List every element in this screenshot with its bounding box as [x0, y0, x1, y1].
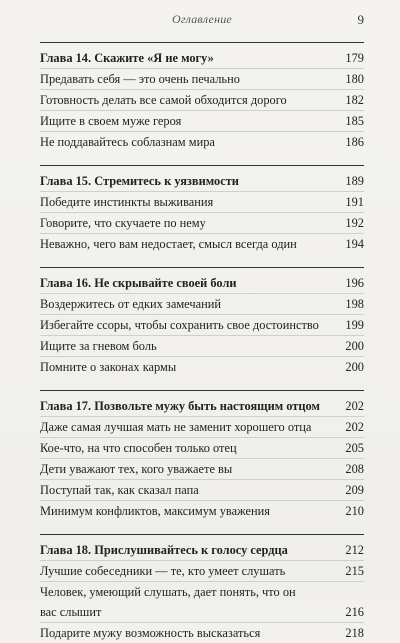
entry-page: 192 [345, 216, 364, 230]
entry-page: 215 [345, 564, 364, 578]
toc-entry[interactable] [40, 293, 364, 314]
chapter-page: 189 [345, 174, 364, 188]
running-title: Оглавление [172, 12, 232, 26]
chapter-heading[interactable] [40, 42, 364, 68]
entry-page: 208 [345, 462, 364, 476]
spacer [40, 521, 364, 534]
entry-page: 194 [345, 237, 364, 251]
entry-title: Готовность делать все самой обходится дорого [40, 93, 287, 107]
toc-entry[interactable] [40, 335, 364, 356]
entry-page: 216 [345, 605, 364, 619]
entry-title-continued [40, 602, 364, 622]
entry-page: 186 [345, 135, 364, 149]
entry-title: Воздержитесь от едких замечаний [40, 297, 221, 311]
chapter-page: 179 [345, 51, 364, 65]
entry-title: Помните о законах кармы [40, 360, 177, 374]
toc-entry[interactable] [40, 479, 364, 500]
toc-entry[interactable] [40, 233, 364, 254]
chapter-title: Глава 18. Прислушивайтесь к голосу сердца [40, 543, 288, 557]
toc-entry[interactable] [40, 581, 364, 622]
entry-title: Не поддавайтесь соблазнам мира [40, 135, 215, 149]
entry-page: 205 [345, 441, 364, 455]
chapter-heading[interactable] [40, 267, 364, 293]
entry-title: Даже самая лучшая мать не заменит хорошего отца [40, 420, 312, 434]
entry-title: Минимум конфликтов, максимум уважения [40, 504, 270, 518]
entry-title: Предавать себя — это очень печально [40, 72, 240, 86]
entry-title: Говорите, что скучаете по нему [40, 216, 206, 230]
chapter-heading[interactable] [40, 165, 364, 191]
toc-entry[interactable] [40, 622, 364, 643]
entry-page: 185 [345, 114, 364, 128]
chapter-title: Глава 14. Скажите «Я не могу» [40, 51, 214, 65]
entry-title: Кое-что, на что способен только отец [40, 441, 237, 455]
entry-page: 200 [345, 360, 364, 374]
entry-page: 210 [345, 504, 364, 518]
entry-title-line2: вас слышит [40, 605, 102, 619]
toc-entry[interactable] [40, 191, 364, 212]
entry-page: 209 [345, 483, 364, 497]
entry-title: Избегайте ссоры, чтобы сохранить свое достоинство [40, 318, 319, 332]
chapter-page: 202 [345, 399, 364, 413]
toc-entry[interactable] [40, 89, 364, 110]
toc-entry[interactable] [40, 314, 364, 335]
entry-title: Дети уважают тех, кого уважаете вы [40, 462, 233, 476]
entry-title: Лучшие собеседники — те, кто умеет слушать [40, 564, 286, 578]
chapter-page: 212 [345, 543, 364, 557]
page-number: 9 [357, 12, 364, 27]
chapter-title: Глава 16. Не скрывайте своей боли [40, 276, 237, 290]
toc-entry[interactable] [40, 110, 364, 131]
chapter-title: Глава 15. Стремитесь к уязвимости [40, 174, 239, 188]
chapter-title: Глава 17. Позвольте мужу быть настоящим отцом [40, 399, 320, 413]
entry-title: Неважно, чего вам недостает, смысл всегда один [40, 237, 297, 251]
entry-title: Ищите за гневом боль [40, 339, 157, 353]
toc-entry[interactable] [40, 458, 364, 479]
chapter-heading[interactable] [40, 390, 364, 416]
entry-page: 218 [345, 626, 364, 640]
chapter-heading[interactable] [40, 534, 364, 560]
spacer [40, 377, 364, 390]
toc-entry[interactable] [40, 356, 364, 377]
entry-page: 200 [345, 339, 364, 353]
toc-entry[interactable] [40, 560, 364, 581]
toc-entry[interactable] [40, 500, 364, 521]
toc-entry[interactable] [40, 212, 364, 233]
entry-title: Поступай так, как сказал папа [40, 483, 199, 497]
chapter-14 [40, 42, 364, 152]
entry-title: Подарите мужу возможность высказаться [40, 626, 261, 640]
toc-entry[interactable] [40, 416, 364, 437]
entry-title: Ищите в своем муже героя [40, 114, 182, 128]
entry-page: 198 [345, 297, 364, 311]
chapter-page: 196 [345, 276, 364, 290]
spacer [40, 152, 364, 165]
entry-page: 182 [345, 93, 364, 107]
entry-title: Победите инстинкты выживания [40, 195, 214, 209]
toc-entry[interactable] [40, 437, 364, 458]
entry-page: 199 [345, 318, 364, 332]
spacer [40, 254, 364, 267]
entry-title: Человек, умеющий слушать, дает понять, что он [40, 585, 296, 599]
chapter-17 [40, 390, 364, 521]
toc-entry[interactable] [40, 131, 364, 152]
chapter-18 [40, 534, 364, 643]
entry-page: 180 [345, 72, 364, 86]
entry-page: 191 [345, 195, 364, 209]
chapter-15 [40, 165, 364, 254]
entry-page: 202 [345, 420, 364, 434]
chapter-16 [40, 267, 364, 377]
table-of-contents [40, 42, 364, 643]
page-header [40, 12, 364, 32]
toc-entry[interactable] [40, 68, 364, 89]
